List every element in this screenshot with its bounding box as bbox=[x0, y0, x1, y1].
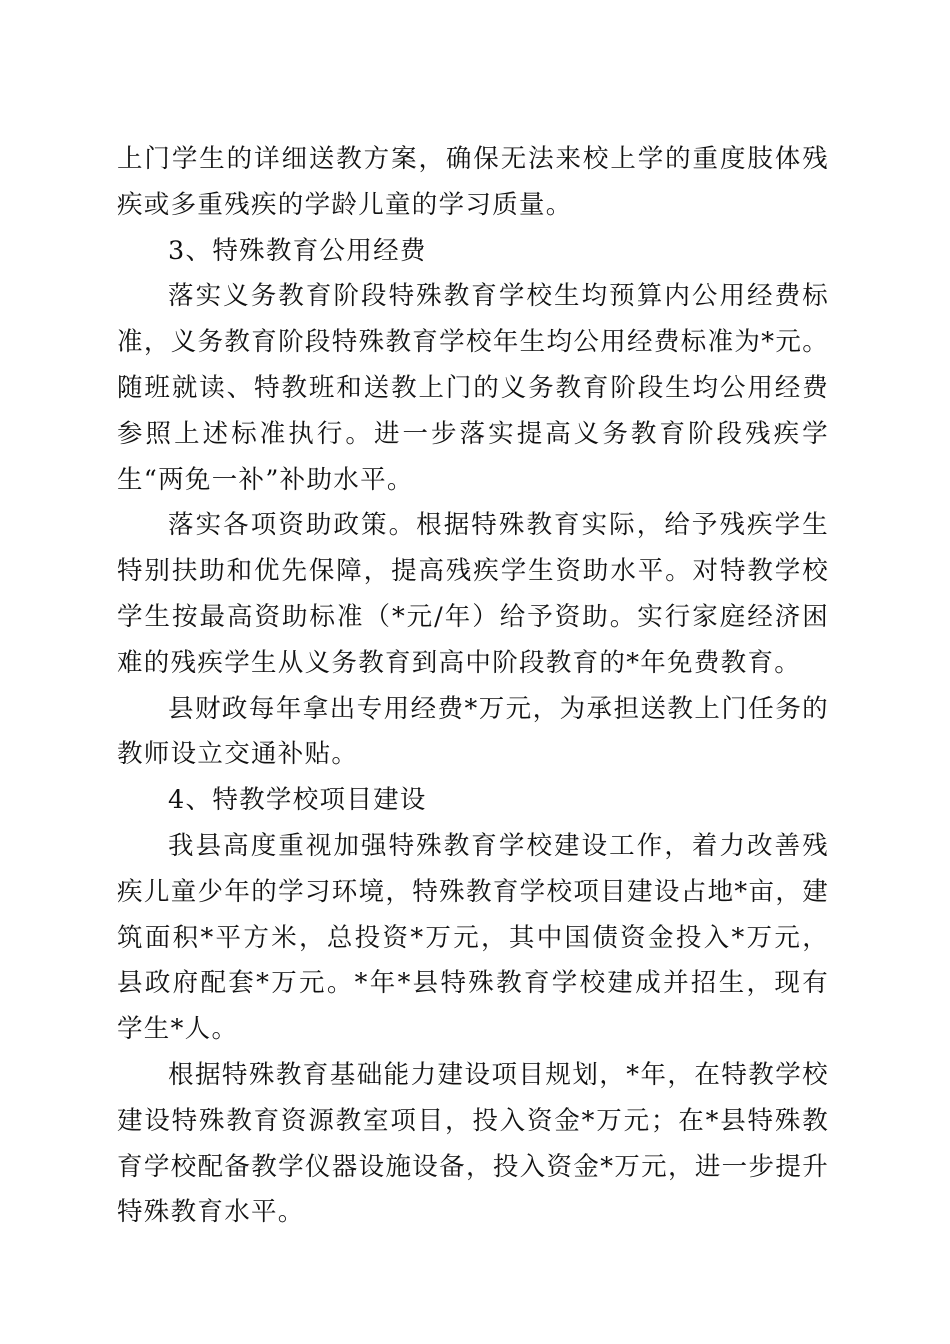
paragraph-transport-allowance: 县财政每年拿出专用经费*万元，为承担送教上门任务的教师设立交通补贴。 bbox=[117, 693, 829, 770]
paragraph-capacity-building: 根据特殊教育基础能力建设项目规划，*年，在特教学校建设特殊教育资源教室项目，投入资金*万元；在*县特殊教育学校配备教学仪器设施设备，投入资金*万元，进一步提升特殊教育水平。 bbox=[117, 1059, 829, 1228]
paragraph-school-construction: 我县高度重视加强特殊教育学校建设工作，着力改善残疾儿童少年的学习环境，特殊教育学校项目建设占地*亩，建筑面积*平方米，总投资*万元，其中国债资金投入*万元，县政府配套*万元。*年*县特殊教育学校建成并招生，现有学生*人。 bbox=[117, 830, 829, 1045]
document-page bbox=[117, 137, 829, 1236]
paragraph-continuation: 上门学生的详细送教方案，确保无法来校上学的重度肢体残疾或多重残疾的学龄儿童的学习质量。 bbox=[117, 144, 829, 220]
section-heading-4: 4、特教学校项目建设 bbox=[168, 785, 427, 816]
paragraph-subsidy-policy: 落实各项资助政策。根据特殊教育实际，给予残疾学生特别扶助和优先保障，提高残疾学生资助水平。对特教学校学生按最高资助标准（*元/年）给予资助。实行家庭经济困难的残疾学生从义务教育到高中阶段教育的*年免费教育。 bbox=[117, 510, 829, 678]
section-heading-3: 3、特殊教育公用经费 bbox=[168, 235, 427, 266]
paragraph-public-funding: 落实义务教育阶段特殊教育学校生均预算内公用经费标准，义务教育阶段特殊教育学校年生均公用经费标准为*元。随班就读、特教班和送教上门的义务教育阶段生均公用经费参照上述标准执行。进一步落实提高义务教育阶段残疾学生“两免一补”补助水平。 bbox=[117, 281, 829, 495]
